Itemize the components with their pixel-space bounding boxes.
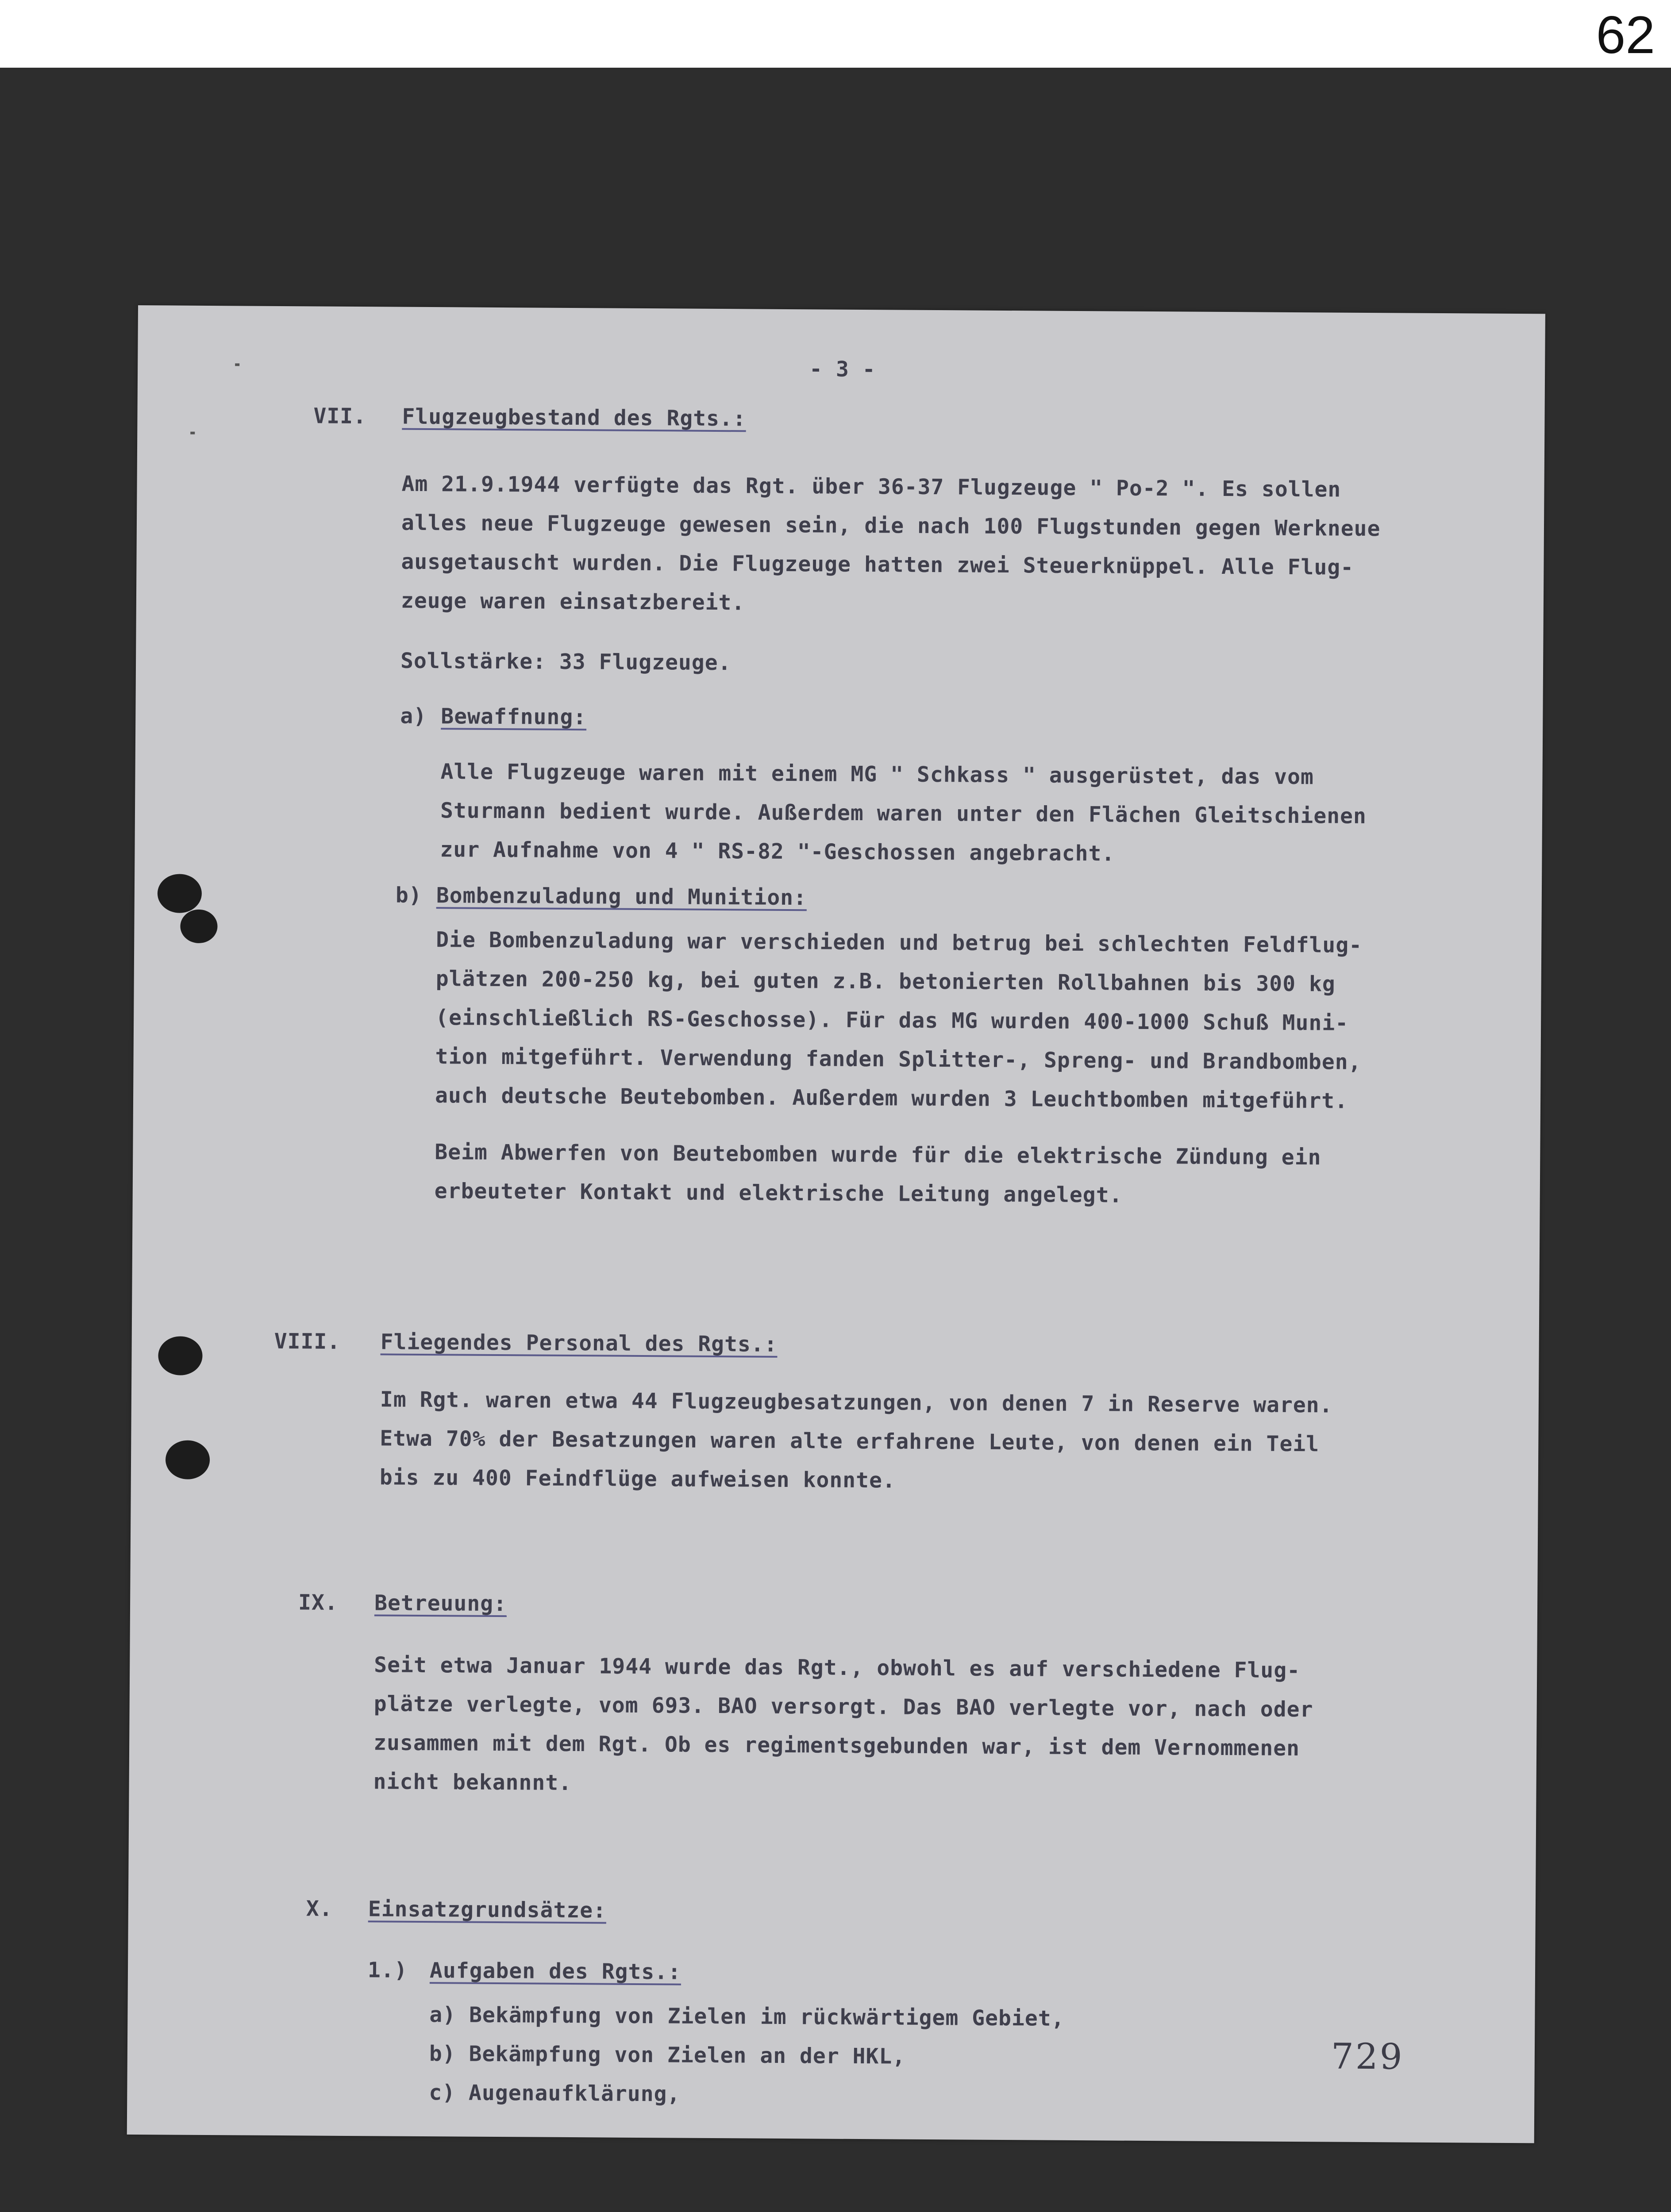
section-vii-sollstaerke: Sollstärke: 33 Flugzeuge. [400, 648, 732, 676]
section-ix-text-line: nicht bekannnt. [373, 1769, 572, 1796]
punch-hole [180, 910, 217, 944]
section-x-sub1-label: 1.) [367, 1958, 408, 1983]
top-bar [0, 0, 1671, 68]
section-viii-numeral: VIII. [274, 1329, 341, 1354]
section-ix-text-line: zusammen mit dem Rgt. Ob es regimentsgebunden war, ist dem Vernommenen [373, 1730, 1300, 1761]
section-vii-a-heading: Bewaffnung: [441, 704, 587, 730]
punch-hole [166, 1440, 210, 1479]
section-viii-text-line: Etwa 70% der Besatzungen waren alte erfahrene Leute, von denen ein Teil [380, 1426, 1320, 1457]
section-vii-para1-line: alles neue Flugzeuge gewesen sein, die nach 100 Flugstunden gegen Werkneue [401, 510, 1381, 541]
section-vii-para1-line: Am 21.9.1944 verfügte das Rgt. über 36-37 Flugzeuge " Po-2 ". Es sollen [401, 471, 1341, 502]
section-viii-heading: Fliegendes Personal des Rgts.: [380, 1329, 778, 1357]
archive-number: 729 [1331, 2035, 1404, 2078]
section-vii-a-text-line: zur Aufnahme von 4 " RS-82 "-Geschossen angebracht. [440, 837, 1115, 866]
section-ix-heading: Betreuung: [374, 1590, 507, 1617]
section-vii-a-text-line: Alle Flugzeuge waren mit einem MG " Schkass " ausgerüstet, das vom [440, 759, 1314, 790]
section-x-item: c) Augenaufklärung, [429, 2080, 681, 2107]
section-vii-numeral: VII. [313, 403, 367, 429]
section-viii-text-line: Im Rgt. waren etwa 44 Flugzeugbesatzungen, von denen 7 in Reserve waren. [380, 1387, 1333, 1418]
section-ix-text-line: plätze verlegte, vom 693. BAO versorgt. Das BAO verlegte vor, nach oder [373, 1691, 1313, 1722]
section-vii-b-text-line: Die Bombenzuladung war verschieden und betrug bei schlechten Feldflug- [436, 927, 1363, 958]
section-ix-numeral: IX. [298, 1590, 338, 1615]
section-vii-b-heading: Bombenzuladung und Munition: [436, 883, 807, 910]
section-vii-para1-line: ausgetauscht wurden. Die Flugzeuge hatten zwei Steuerknüppel. Alle Flug- [401, 549, 1354, 580]
section-vii-b-text-line: tion mitgeführt. Verwendung fanden Splitter-, Spreng- und Brandbomben, [435, 1044, 1362, 1075]
stray-mark [235, 363, 239, 366]
section-vii-b-text-line: plätzen 200-250 kg, bei guten z.B. betonierten Rollbahnen bis 300 kg [435, 966, 1336, 997]
section-vii-b-text2-line: erbeuteter Kontakt und elektrische Leitung angelegt. [434, 1179, 1123, 1208]
section-x-numeral: X. [306, 1896, 333, 1921]
punch-hole [158, 1336, 203, 1375]
page-marker: - 3 - [809, 357, 876, 382]
section-vii-para1-line: zeuge waren einsatzbereit. [400, 588, 745, 615]
section-vii-b-label: b) [395, 883, 422, 908]
section-vii-a-text-line: Sturmann bedient wurde. Außerdem waren unter den Flächen Gleitschienen [440, 798, 1367, 829]
section-vii-b-text-line: (einschließlich RS-Geschosse). Für das MG wurden 400-1000 Schuß Muni- [435, 1005, 1349, 1036]
stray-mark [190, 432, 195, 434]
section-x-heading: Einsatzgrundsätze: [368, 1897, 607, 1923]
punch-hole [158, 874, 202, 913]
scan-number: 62 [1596, 5, 1655, 65]
section-x-item: b) Bekämpfung von Zielen an der HKL, [429, 2041, 906, 2069]
document-sheet [127, 305, 1545, 2143]
section-viii-text-line: bis zu 400 Feindflüge aufweisen konnte. [379, 1465, 896, 1493]
section-vii-b-text2-line: Beim Abwerfen von Beutebomben wurde für die elektrische Zündung ein [435, 1140, 1321, 1170]
section-vii-heading: Flugzeugbestand des Rgts.: [402, 404, 746, 431]
section-vii-a-label: a) [400, 703, 427, 729]
section-x-item: a) Bekämpfung von Zielen im rückwärtigem Gebiet, [429, 2002, 1065, 2031]
section-x-sub1-heading: Aufgaben des Rgts.: [429, 1958, 681, 1985]
section-vii-b-text-line: auch deutsche Beutebomben. Außerdem wurden 3 Leuchtbomben mitgeführt. [435, 1083, 1348, 1114]
section-ix-text-line: Seit etwa Januar 1944 wurde das Rgt., obwohl es auf verschiedene Flug- [374, 1652, 1301, 1683]
